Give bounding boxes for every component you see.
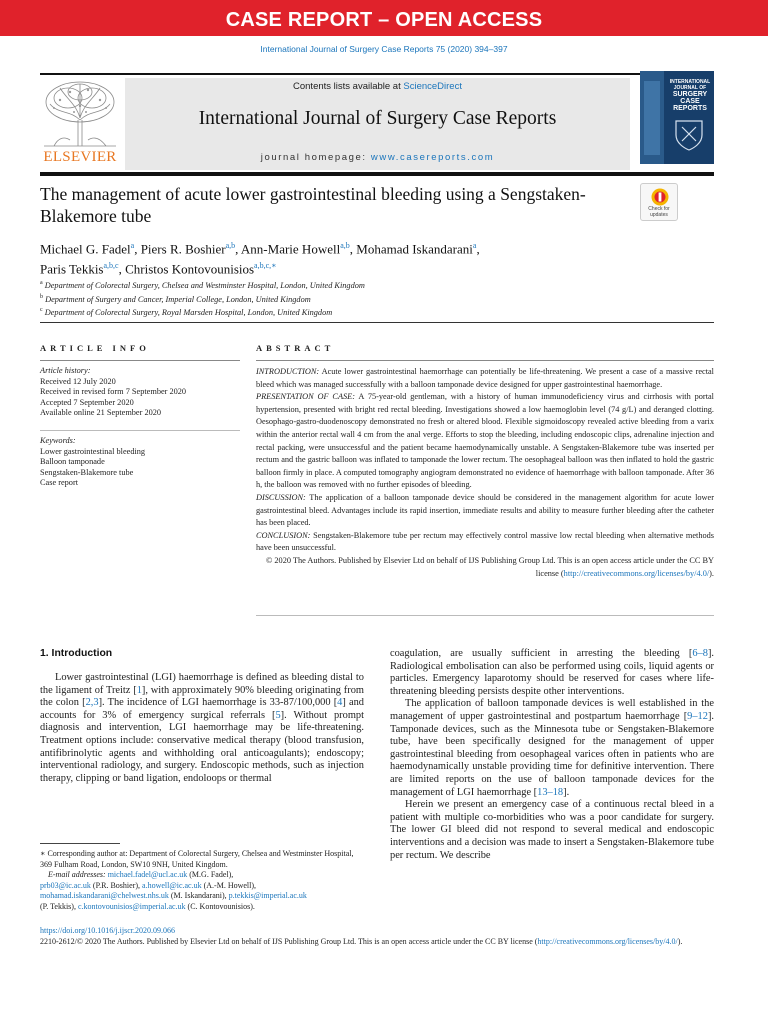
article-history-label: Article history: (40, 366, 91, 375)
cover-crest-icon (672, 117, 706, 151)
header-bottom-rule (40, 172, 714, 176)
author-affil-mark[interactable]: a (130, 241, 135, 250)
keywords (40, 436, 240, 489)
email-row (40, 881, 364, 892)
body-paragraph (40, 672, 364, 785)
check-updates-line2: updates (650, 211, 668, 218)
abstract-section-label: PRESENTATION OF CASE: (256, 392, 356, 402)
article-info-rule (40, 360, 240, 361)
article-history (40, 366, 240, 419)
author-list: Michael G. Fadel$^a$, Piers R. Boshier$^{a,b}$, Ann-Marie Howell$^{a,b}$, Mohamad Iskandarani$^a$, Paris Tekkis$^{a,b,c}$, Christos Kontovounisios$^{a,b,c,∗}$ (40, 241, 480, 277)
author-affil-mark[interactable]: a (472, 241, 477, 250)
footer-license-end: ). (677, 936, 683, 946)
paragraph-text: Lower gastrointestinal (LGI) haemorrhage is defined as bleeding distal to the ligament of Treitz [ (40, 672, 364, 696)
sciencedirect-link[interactable]: ScienceDirect (403, 81, 462, 92)
contents-line (125, 81, 630, 92)
article-info-heading: ARTICLE INFO (40, 343, 150, 353)
body-paragraph (390, 799, 714, 862)
email-row (40, 891, 364, 902)
check-updates-label (641, 207, 677, 218)
journal-cover-thumbnail[interactable] (640, 71, 714, 164)
affiliation-text: Department of Colorectal Surgery, Royal Marsden Hospital, London, United Kingdom (44, 307, 333, 317)
paragraph-text: ] and accounts for 3% of emergency surgical referrals [ (40, 697, 364, 721)
elsevier-logo[interactable] (40, 80, 120, 166)
paragraph-text: ]. Without prompt diagnosis and intervention, LGI haemorrhage may be life-threatening. Treatment options include: conservative medical therapy (blood transfusion, antifibrinolytic agents and withholding oral anticoagulants); endoscopy; interventional radiology, and surgery. Endoscopic methods, such as injection therapy, clipping or band ligation, endoloops or thermal (40, 709, 365, 784)
affiliation-mark: b (40, 293, 43, 300)
abstract-section-text: A 75-year-old gentleman, with a history of human immunodeficiency virus and cirrhosis with portal hypertension, presented with bright red rectal bleeding. Investigations showed a low haemoglobin level (74 g/L) and deranged clotting. Oesophago-gastro-duodenoscopy demonstrated no fresh or altered blood. Flexible sigmoidoscopy revealed active bleeding from a varix within the anterior rectal wall 4 cm from the anal verge. Efforts to stop the bleeding, including endoscopic clips, adrenaline injection and rectal packing, were unsuccessful and the patient became haemodynamically unstable. A Sengstaken-Blakemore tube was inserted per rectum and the gastric balloon was inflated to tamponade the lower rectum. The oesophageal balloon was then inflated to hold the gastric balloon firmly in place. A computed tomography angiogram demonstrated no evidence of haemorrhage with balloon tamponade. After 36 h, the balloon was removed with no further episodes of bleeding. (256, 392, 714, 490)
footer-license-text: 2210-2612/© 2020 The Authors. Published by Elsevier Ltd on behalf of IJS Publishing Group Ltd. This is an open access article under the CC BY license ( (40, 936, 538, 946)
email-link[interactable]: a.howell@ic.ac.uk (142, 880, 202, 890)
copyright-end: ). (709, 568, 714, 578)
author[interactable]: Ann-Marie Howell (240, 241, 341, 257)
elsevier-tree-icon (40, 80, 120, 148)
citation-ref-link[interactable]: 4 (337, 697, 343, 709)
email-addresses (40, 870, 364, 881)
abstract-section-label: DISCUSSION: (256, 492, 306, 502)
paragraph-text: ]. (563, 786, 570, 798)
author-affil-mark[interactable]: a,b (225, 241, 236, 250)
cover-line3: CASE (680, 98, 700, 105)
affiliation-text: Department of Colorectal Surgery, Chelsea and Westminster Hospital, London, United Kingdom (44, 280, 365, 290)
affiliation-text: Department of Surgery and Cancer, Imperial College, London, United Kingdom (45, 294, 311, 304)
section-divider (40, 322, 714, 323)
history-item: Available online 21 September 2020 (40, 408, 162, 418)
check-updates-line1: Check for (648, 206, 670, 212)
elsevier-wordmark: ELSEVIER (43, 149, 117, 165)
email-owner: (M.G. Fadel), (187, 870, 234, 880)
affiliation-item (40, 292, 680, 306)
citation-ref-link[interactable]: 13–18 (537, 786, 564, 798)
doi-link[interactable]: https://doi.org/10.1016/j.ijscr.2020.09.066 (40, 926, 175, 935)
footnotes (40, 849, 364, 913)
affiliation-mark: c (40, 307, 43, 314)
cover-text (668, 79, 712, 112)
email-row (40, 902, 364, 913)
abstract-bottom-rule (256, 615, 714, 616)
footer-license (40, 937, 714, 948)
email-link[interactable]: c.kontovounisios@imperial.ac.uk (77, 901, 186, 911)
affiliation-item (40, 305, 680, 319)
email-link[interactable]: prb03@ic.ac.uk (40, 880, 91, 890)
keywords-label: Keywords: (40, 436, 76, 445)
copyright-text: © 2020 The Authors. Published by Elsevier Ltd on behalf of IJS Publishing Group Ltd. This is an open access article under the CC BY license ( (266, 555, 714, 578)
email-owner: (M. Iskandarani), (168, 891, 229, 901)
header-top-rule (40, 73, 714, 75)
body-column-left (40, 672, 364, 785)
abstract-heading: ABSTRACT (256, 343, 335, 353)
journal-title: International Journal of Surgery Case Reports (198, 108, 557, 129)
affiliations (40, 278, 680, 319)
section-1-heading: 1. Introduction (40, 648, 113, 659)
paragraph-text: ]. The incidence of LGI haemorrhage is 33-87/100,000 [ (98, 697, 338, 709)
homepage-prefix: journal homepage: (260, 152, 371, 163)
email-owner: (A.-M. Howell), (201, 880, 257, 890)
keyword-item[interactable]: Lower gastrointestinal bleeding (40, 446, 146, 456)
keyword-item[interactable]: Sengstaken-Blakemore tube (40, 467, 134, 477)
paragraph-text: ], with approximately 90% bleeding originating from the colon [ (40, 684, 364, 709)
journal-header-box (125, 78, 630, 170)
footnote-rule (40, 843, 120, 844)
abstract-section-label: CONCLUSION: (256, 530, 311, 540)
keyword-item[interactable]: Balloon tamponade (40, 457, 105, 467)
check-for-updates-button[interactable] (640, 183, 678, 221)
history-item: Accepted 7 September 2020 (40, 397, 134, 407)
author-affil-mark[interactable]: a,b,c (103, 261, 119, 271)
citation-ref-link[interactable]: 6–8 (692, 648, 708, 659)
article-info-inner-rule (40, 430, 240, 431)
email-owner: (P.R. Boshier), (90, 880, 143, 890)
footer-license-link[interactable]: http://creativecommons.org/licenses/by/4.0/ (537, 936, 678, 946)
author-affil-mark[interactable]: a,b,c,∗ (254, 261, 277, 271)
paragraph-text: Herein we present an emergency case of a continuous rectal bleed in a patient with multiple co-morbidities who was a poor candidate for surgery. The lower GI bleed did not respond to several medical and endoscopic interventions and a decision was made to insert a Sengstaken-Blakemore tube per rectum. We describe (390, 799, 714, 861)
contents-prefix: Contents lists available at (293, 81, 404, 92)
homepage-line (125, 152, 630, 163)
journal-citation-link[interactable]: International Journal of Surgery Case Reports 75 (2020) 394–397 (260, 44, 508, 54)
author[interactable]: Piers R. Boshier (140, 241, 226, 257)
email-owner: (C. Kontovounisios). (185, 901, 255, 911)
paragraph-text: coagulation, are usually sufficient in arresting the bleeding [ (390, 648, 693, 659)
history-item: Received in revised form 7 September 2020 (40, 387, 187, 397)
body-paragraph (390, 648, 714, 698)
check-updates-icon (650, 187, 670, 207)
author-affil-mark[interactable]: a,b (340, 241, 350, 250)
email-link[interactable]: michael.fadel@ucl.ac.uk (107, 870, 188, 880)
author[interactable]: Michael G. Fadel (40, 241, 131, 257)
email-label: E-mail addresses: (48, 870, 106, 880)
email-link[interactable]: mohamad.iskandarani@chelwest.nhs.uk (40, 891, 169, 901)
cover-line1: INTERNATIONAL JOURNAL OF (669, 79, 711, 91)
homepage-link[interactable]: www.casereports.com (370, 152, 495, 163)
cover-line4: REPORTS (673, 105, 707, 112)
abstract-body (256, 366, 714, 580)
citation-ref-link[interactable]: 2,3 (85, 697, 99, 709)
corresponding-author-note: ∗ Corresponding author at: Department of Colorectal Surgery, Chelsea and Westminster Hospital, 369 Fulham Road, London, SW10 9NH, United Kingdom. (40, 849, 354, 869)
author[interactable]: Mohamad Iskandarani (356, 241, 473, 257)
body-paragraph (390, 698, 714, 799)
article-title: The management of acute lower gastrointestinal bleeding using a Sengstaken-Blakemore tube (40, 184, 586, 226)
license-link[interactable]: http://creativecommons.org/licenses/by/4.0/ (563, 568, 710, 578)
author[interactable]: Paris Tekkis (40, 261, 104, 277)
page-footer (40, 926, 714, 947)
citation-ref-link[interactable]: 1 (136, 684, 142, 696)
affiliation-mark: a (40, 280, 43, 286)
author[interactable]: Christos Kontovounisios (125, 261, 255, 277)
abstract-rule (256, 360, 714, 361)
abstract-section-text: Sengstaken-Blakemore tube per rectum may effectively control massive low rectal bleeding when alternative methods have been unsuccessful. (256, 530, 714, 553)
abstract-section-label: INTRODUCTION: (256, 367, 320, 376)
paragraph-text: The application of balloon tamponade devices is well established in the management of upper gastrointestinal and postpartum haemorrhage [ (390, 698, 714, 722)
abstract-section-text: The application of a balloon tamponade device should be considered in the management algorithm for acute lower gastrointestinal bleed. Advantages include its rapid insertion, immediate results and ability to measure further bleeding after the catheter has been placed. (256, 492, 714, 528)
open-access-banner: CASE REPORT – OPEN ACCESS (0, 0, 768, 36)
keyword-item[interactable]: Case report (40, 478, 79, 488)
paragraph-text: ]. Radiological embolisation can also be performed using coils, liquid agents or particles. Emergency laparotomy should be reserved for cases where life-threatening bleeding persists despite other interventions. (390, 648, 714, 697)
history-item: Received 12 July 2020 (40, 376, 116, 386)
abstract-section-text: Acute lower gastrointestinal haemorrhage can potentially be life-threatening. We present a case of a massive rectal bleed which was managed successfully with a balloon tamponade device designed for upper gastrointestinal haemorrhage. (256, 367, 714, 389)
email-owner: (P. Tekkis), (40, 901, 78, 911)
paragraph-text: ]. Tamponade devices, such as the Minnesota tube or Sengstaken-Blakemore tube, have been specifically designed for the management of upper gastrointestinal bleeding from oesophageal varices often in patients who are haemodynamically unstable providing time for definitive intervention. There are limited reports on the use of balloon tamponade devices for the management of LGI haemorrhage [ (390, 710, 714, 798)
body-column-right (390, 648, 714, 862)
email-link[interactable]: p.tekkis@imperial.ac.uk (228, 891, 307, 901)
citation-ref-link[interactable]: 5 (275, 709, 281, 721)
citation-ref-link[interactable]: 9–12 (687, 710, 708, 722)
affiliation-item (40, 278, 680, 292)
abstract-copyright (256, 555, 714, 580)
cover-line2: SURGERY (672, 91, 708, 98)
